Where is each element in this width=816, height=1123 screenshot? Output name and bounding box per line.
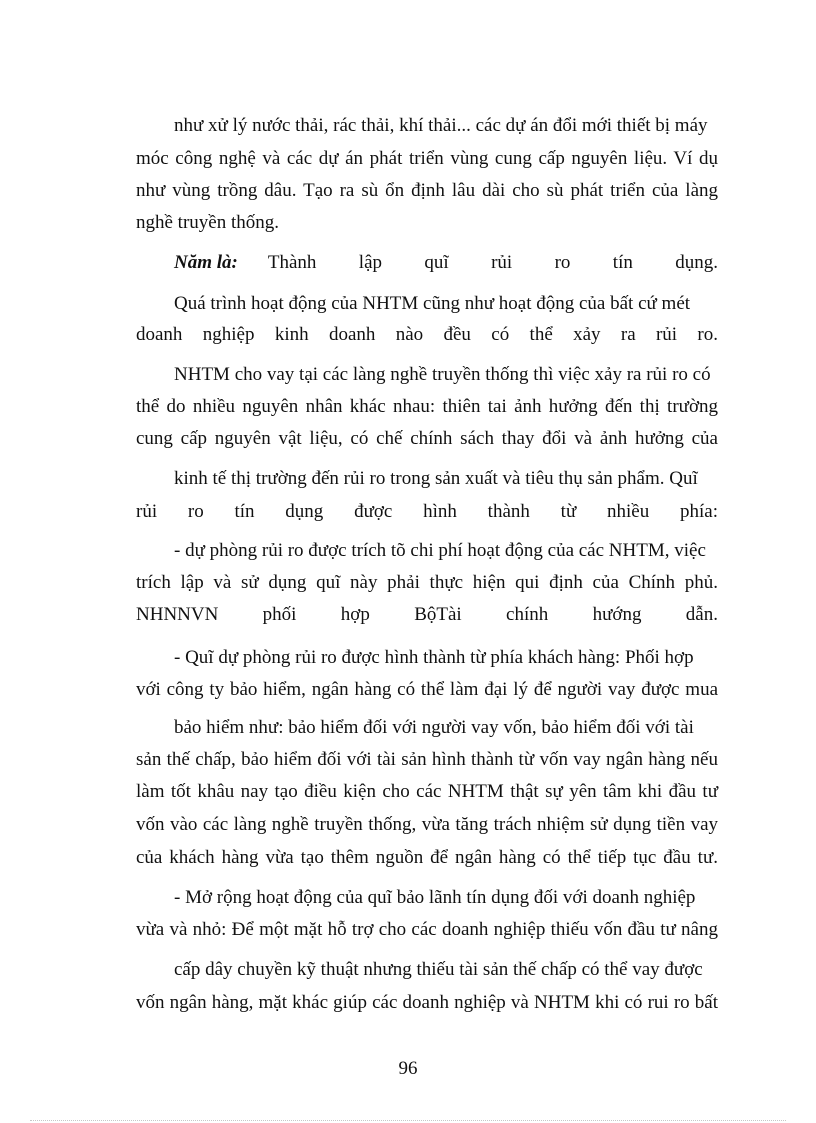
text-line: của khách hàng vừa tạo thêm nguồn để ngân hàng có thể tiếp tục đầu tư. [136, 847, 718, 868]
text-line: với công ty bảo hiểm, ngân hàng có thể làm đại lý để người vay được mua [136, 679, 718, 700]
text-line: thể do nhiều nguyên nhân khác nhau: thiên tai ảnh hưởng đến thị trường [136, 396, 718, 417]
text-line: như vùng trồng dâu. Tạo ra sù ổn định lâu dài cho sù phát triển của làng [136, 180, 718, 201]
text-line: NHTM cho vay tại các làng nghề truyền thống thì việc xảy ra rủi ro có [174, 364, 711, 385]
text-line: như xử lý nước thải, rác thải, khí thải... các dự án đổi mới thiết bị máy [174, 115, 708, 136]
section-heading-label: Năm là: [174, 252, 238, 273]
text-line: - Mở rộng hoạt động của quĩ bảo lãnh tín dụng đối với doanh nghiệp [174, 887, 696, 908]
text-line: vốn ngân hàng, mặt khác giúp các doanh nghiệp và NHTM khi có rui ro bất [136, 992, 718, 1013]
section-heading-text: Thành lập quĩ rủi ro tín dụng. [267, 252, 718, 273]
text-line: - dự phòng rủi ro được trích tõ chi phí hoạt động của các NHTM, việc [174, 540, 706, 561]
page-number: 96 [398, 1058, 418, 1079]
text-line: bảo hiểm như: bảo hiểm đối với người vay vốn, bảo hiểm đối với tài [174, 717, 694, 738]
text-line: Quá trình hoạt động của NHTM cũng như hoạt động của bất cứ mét [174, 293, 691, 314]
section-heading [174, 251, 718, 275]
text-line: làm tốt khâu nay tạo điều kiện cho các NHTM thật sự yên tâm khi đầu tư [136, 781, 718, 802]
text-line: - Quĩ dự phòng rủi ro được hình thành từ phía khách hàng: Phối hợp [174, 647, 694, 668]
text-line: trích lập và sử dụng quĩ này phải thực hiện qui định của Chính phủ. [136, 572, 718, 593]
text-line: cung cấp nguyên vật liệu, có chế chính sách thay đổi và ảnh hưởng của [136, 428, 718, 449]
text-line: doanh nghiệp kinh doanh nào đều có thể xảy ra rủi ro. [136, 324, 718, 345]
text-line: vừa và nhỏ: Để một mặt hỗ trợ cho các doanh nghiệp thiếu vốn đầu tư nâng [136, 919, 718, 940]
text-line: móc công nghệ và các dự án phát triển vùng cung cấp nguyên liệu. Ví dụ [136, 148, 718, 169]
text-line: nghề truyền thống. [136, 212, 280, 233]
text-line: NHNNVN phối hợp BộTài chính hướng dẫn. [136, 604, 718, 625]
text-line: kinh tế thị trường đến rủi ro trong sản xuất và tiêu thụ sản phẩm. Quĩ [174, 468, 698, 489]
text-line: cấp dây chuyền kỹ thuật nhưng thiếu tài sản thế chấp có thể vay được [174, 959, 703, 980]
text-line: vốn vào các làng nghề truyền thống, vừa tăng trách nhiệm sử dụng tiền vay [136, 814, 718, 835]
bottom-divider [30, 1120, 786, 1121]
text-line: rủi ro tín dụng được hình thành từ nhiều phía: [136, 501, 718, 522]
text-line: sản thế chấp, bảo hiểm đối với tài sản hình thành từ vốn vay ngân hàng nếu [136, 749, 718, 770]
